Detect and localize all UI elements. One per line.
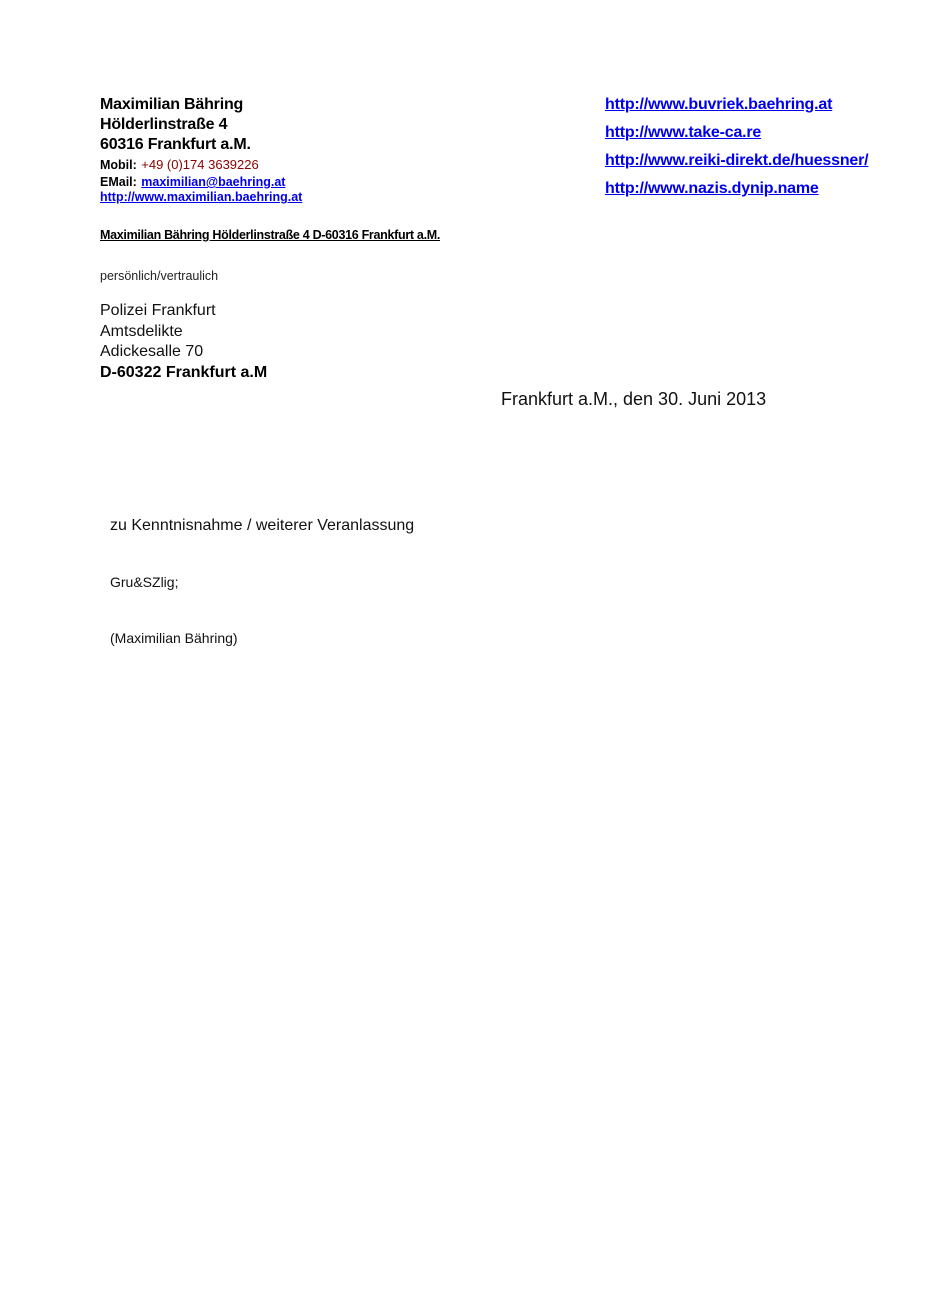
mobile-label: Mobil: <box>100 158 137 172</box>
body-text: zu Kenntnisnahme / weiterer Veranlassung <box>110 517 415 534</box>
email-link[interactable]: maximilian@baehring.at <box>141 175 286 189</box>
return-address-line: Maximilian Bähring Hölderlinstraße 4 D-60316 Frankfurt a.M. <box>100 228 441 242</box>
sender-name: Maximilian Bähring <box>100 96 244 113</box>
confidential-note: persönlich/vertraulich <box>100 269 219 283</box>
email-label: EMail: <box>100 175 137 189</box>
recipient-line-3: Adickesalle 70 <box>100 343 204 360</box>
sender-email-row <box>100 173 285 191</box>
sender-city: 60316 Frankfurt a.M. <box>100 136 251 153</box>
signature: (Maximilian Bähring) <box>110 630 238 646</box>
external-link-nazis-dynip[interactable]: http://www.nazis.dynip.name <box>605 180 819 197</box>
greeting: Gru&SZlig; <box>110 574 179 590</box>
recipient-line-4: D-60322 Frankfurt a.M <box>100 364 268 381</box>
external-link-take-care[interactable]: http://www.take-ca.re <box>605 124 762 141</box>
recipient-line-2: Amtsdelikte <box>100 323 183 340</box>
recipient-line-1: Polizei Frankfurt <box>100 302 216 319</box>
date-line: Frankfurt a.M., den 30. Juni 2013 <box>501 389 767 409</box>
external-link-reiki-direkt[interactable]: http://www.reiki-direkt.de/huessner/ <box>605 152 869 169</box>
sender-mobile-row <box>100 156 259 174</box>
external-link-buvriek[interactable]: http://www.buvriek.baehring.at <box>605 96 833 113</box>
sender-street: Hölderlinstraße 4 <box>100 116 228 133</box>
mobile-value: +49 (0)174 3639226 <box>141 157 259 172</box>
sender-website-link[interactable]: http://www.maximilian.baehring.at <box>100 190 303 204</box>
